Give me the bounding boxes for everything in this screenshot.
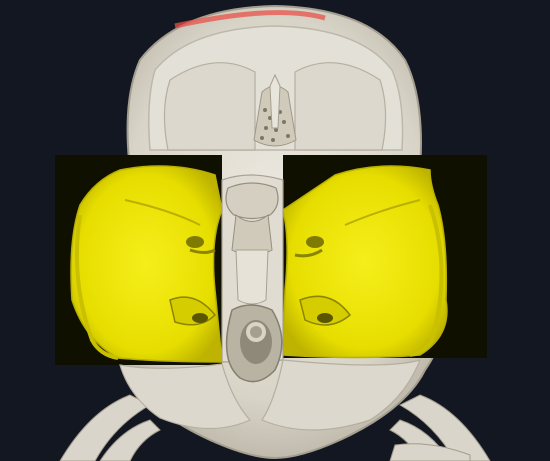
middle-cranial-fossa-left	[71, 166, 222, 362]
middle-cranial-fossa-right	[283, 166, 447, 358]
foramen-magnum	[227, 305, 282, 382]
